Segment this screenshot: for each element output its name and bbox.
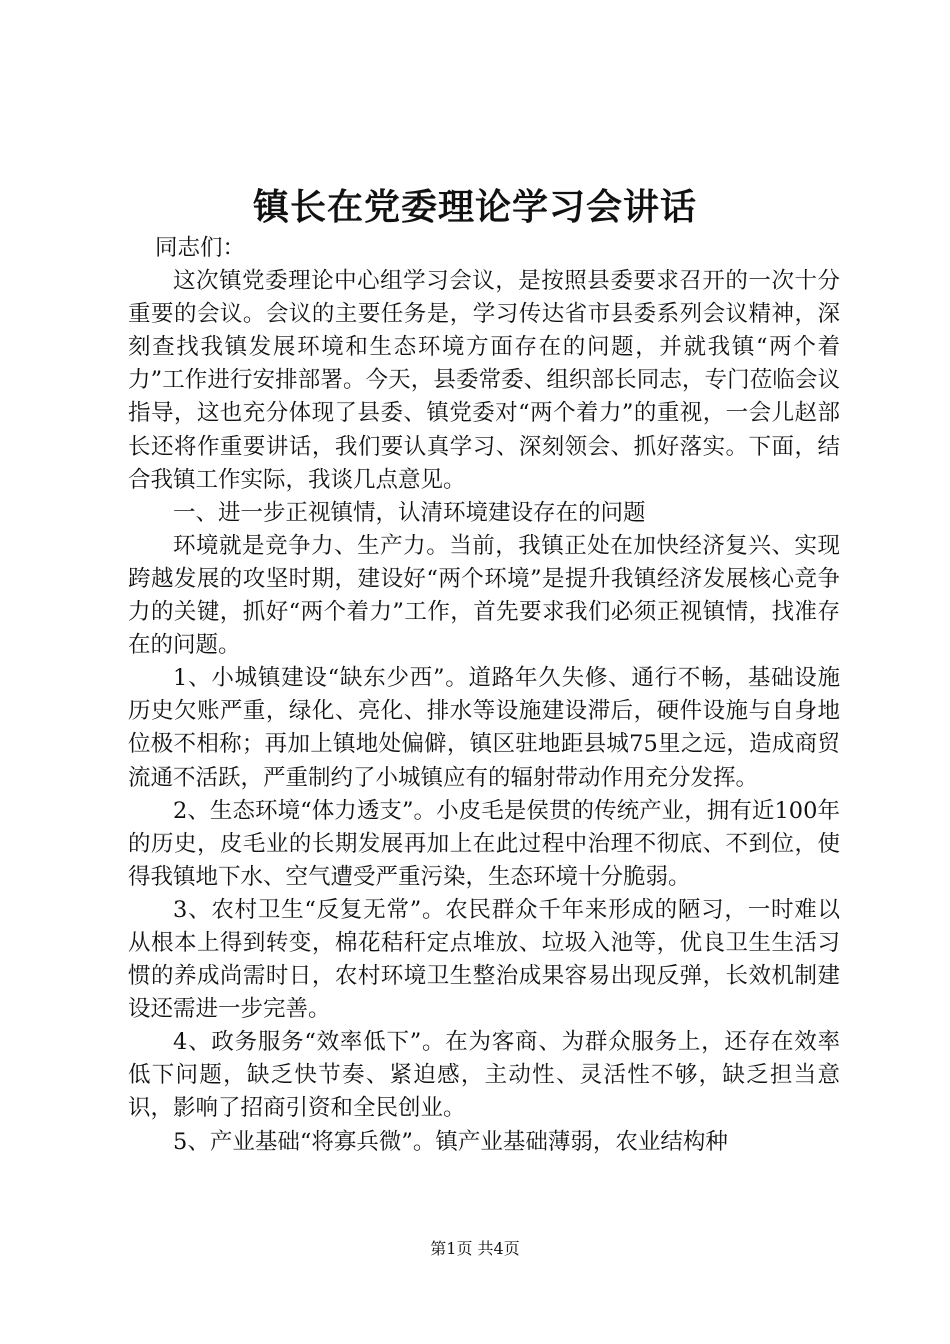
paragraph-environment: 环境就是竞争力、生产力。当前，我镇正处在加快经济复兴、实现跨越发展的攻坚时期，建设好“两个环境”是提升我镇经济发展核心竞争力的关键，抓好“两个着力”工作，首先要求我们必须正视镇情，找准存在的问题。 (128, 532, 840, 659)
document-title: 镇长在党委理论学习会讲话 (252, 186, 697, 228)
salutation: 同志们： (155, 235, 246, 261)
paragraph-item-5: 5、产业基础“将寡兵微”。镇产业基础薄弱，农业结构种 (173, 1128, 728, 1155)
paragraph-item-3: 3、农村卫生“反复无常”。农民群众千年来形成的陋习，一时难以从根本上得到转变，棉花秸秆定点堆放、垃圾入池等，优良卫生生活习惯的养成尚需时日，农村环境卫生整治成果容易出现反弹，长效机制建设还需进一步完善。 (128, 896, 840, 1023)
paragraph-intro: 这次镇党委理论中心组学习会议，是按照县委要求召开的一次十分重要的会议。会议的主要任务是，学习传达省市县委系列会议精神，深刻查找我镇发展环境和生态环境方面存在的问题，并就我镇“两个着力”工作进行安排部署。今天，县委常委、组织部长同志，专门莅临会议指导，这也充分体现了县委、镇党委对“两个着力”的重视，一会儿赵部长还将作重要讲话，我们要认真学习、深刻领会、抓好落实。下面，结合我镇工作实际，我谈几点意见。 (128, 268, 840, 493)
paragraph-item-2: 2、生态环境“体力透支”。小皮毛是侯贯的传统产业，拥有近100年的历史，皮毛业的长期发展再加上在此过程中治理不彻底、不到位，使得我镇地下水、空气遭受严重污染，生态环境十分脆弱。 (128, 797, 840, 890)
section-heading-1: 一、进一步正视镇情，认清环境建设存在的问题 (173, 499, 646, 526)
document-body (128, 232, 840, 1159)
paragraph-item-4: 4、政务服务“效率低下”。在为客商、为群众服务上，还存在效率低下问题，缺乏快节奏、紧迫感，主动性、灵活性不够，缺乏担当意识，影响了招商引资和全民创业。 (128, 1029, 840, 1122)
paragraph-item-1: 1、小城镇建设“缺东少西”。道路年久失修、通行不畅，基础设施历史欠账严重，绿化、亮化、排水等设施建设滞后，硬件设施与自身地位极不相称；再加上镇地处偏僻，镇区驻地距县城75里之远，造成商贸流通不活跃，严重制约了小城镇应有的辐射带动作用充分发挥。 (128, 665, 840, 791)
page-footer: 第1页 共4页 (430, 1239, 520, 1258)
